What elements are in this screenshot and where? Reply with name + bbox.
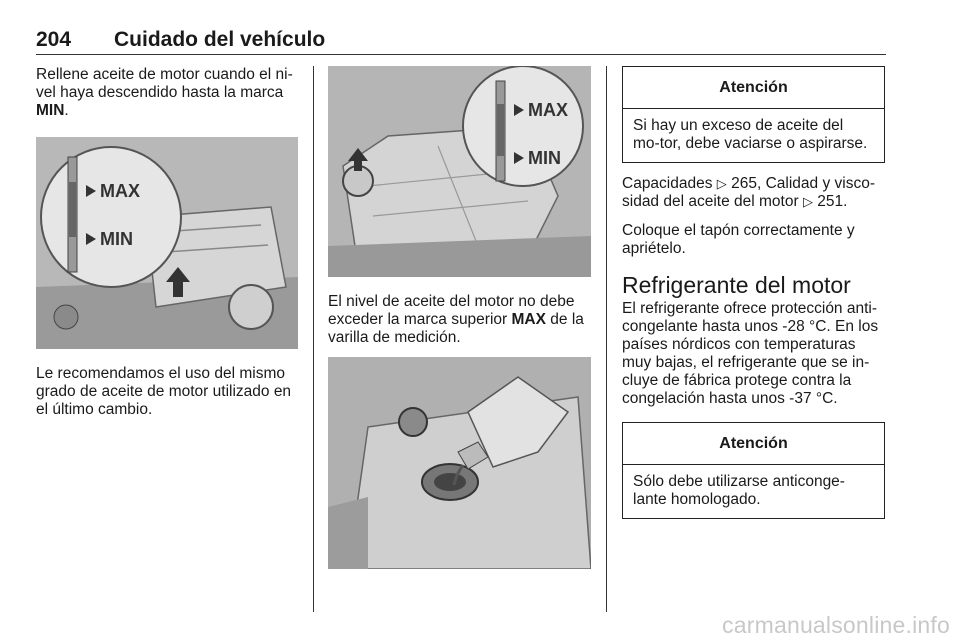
column-2 xyxy=(328,66,591,569)
column-divider xyxy=(313,66,314,612)
page-number: 204 xyxy=(36,28,72,51)
min-label: MIN xyxy=(528,148,561,168)
intro-paragraph: Rellene aceite de motor cuando el ni-vel haya descendido hasta la marca MIN. xyxy=(36,66,293,119)
notice-box-oil xyxy=(622,66,885,163)
oil-filling-figure xyxy=(328,357,591,569)
page-ref-icon: ▷ xyxy=(802,194,813,209)
coolant-paragraph: El refrigerante ofrece protección anti-congelante hasta unos -28 °C. En los países nórdicos con temperaturas muy bajas, el refrigerante que se in-cluye de fábrica protege contra la congelación hasta unos -37 °C. xyxy=(622,300,879,407)
column-3 xyxy=(622,66,885,519)
capacities-paragraph: Capacidades ▷ 265, Calidad y visco-sidad del aceite del motor ▷ 251. xyxy=(622,175,875,210)
page-ref-icon: ▷ xyxy=(716,176,727,191)
notice-body: Si hay un exceso de aceite del mo-tor, debe vaciarse o aspirarse. xyxy=(633,117,868,152)
watermark: carmanualsonline.info xyxy=(722,612,950,638)
max-label: MAX xyxy=(100,181,140,201)
level-paragraph: El nivel de aceite del motor no debe exceder la marca superior MAX de la varilla de medición. xyxy=(328,293,584,346)
notice-title: Atención xyxy=(623,423,884,465)
recommend-paragraph: Le recomendamos el uso del mismo grado de aceite de motor utilizado en el último cambio. xyxy=(36,365,292,418)
engine-dipstick-figure xyxy=(36,137,298,349)
page-header xyxy=(36,24,886,55)
notice-body: Sólo debe utilizarse anticonge-lante homologado. xyxy=(633,473,845,508)
section-heading: Refrigerante del motor xyxy=(622,272,851,298)
cap-paragraph: Coloque el tapón correctamente y apriételo. xyxy=(622,222,855,257)
min-label: MIN xyxy=(100,229,133,249)
page-title: Cuidado del vehículo xyxy=(114,28,326,51)
engine-cover-dipstick-figure xyxy=(328,66,591,277)
column-1 xyxy=(36,66,298,419)
max-label: MAX xyxy=(528,100,568,120)
notice-box-coolant xyxy=(622,422,885,519)
column-divider xyxy=(606,66,607,612)
notice-title: Atención xyxy=(623,67,884,109)
